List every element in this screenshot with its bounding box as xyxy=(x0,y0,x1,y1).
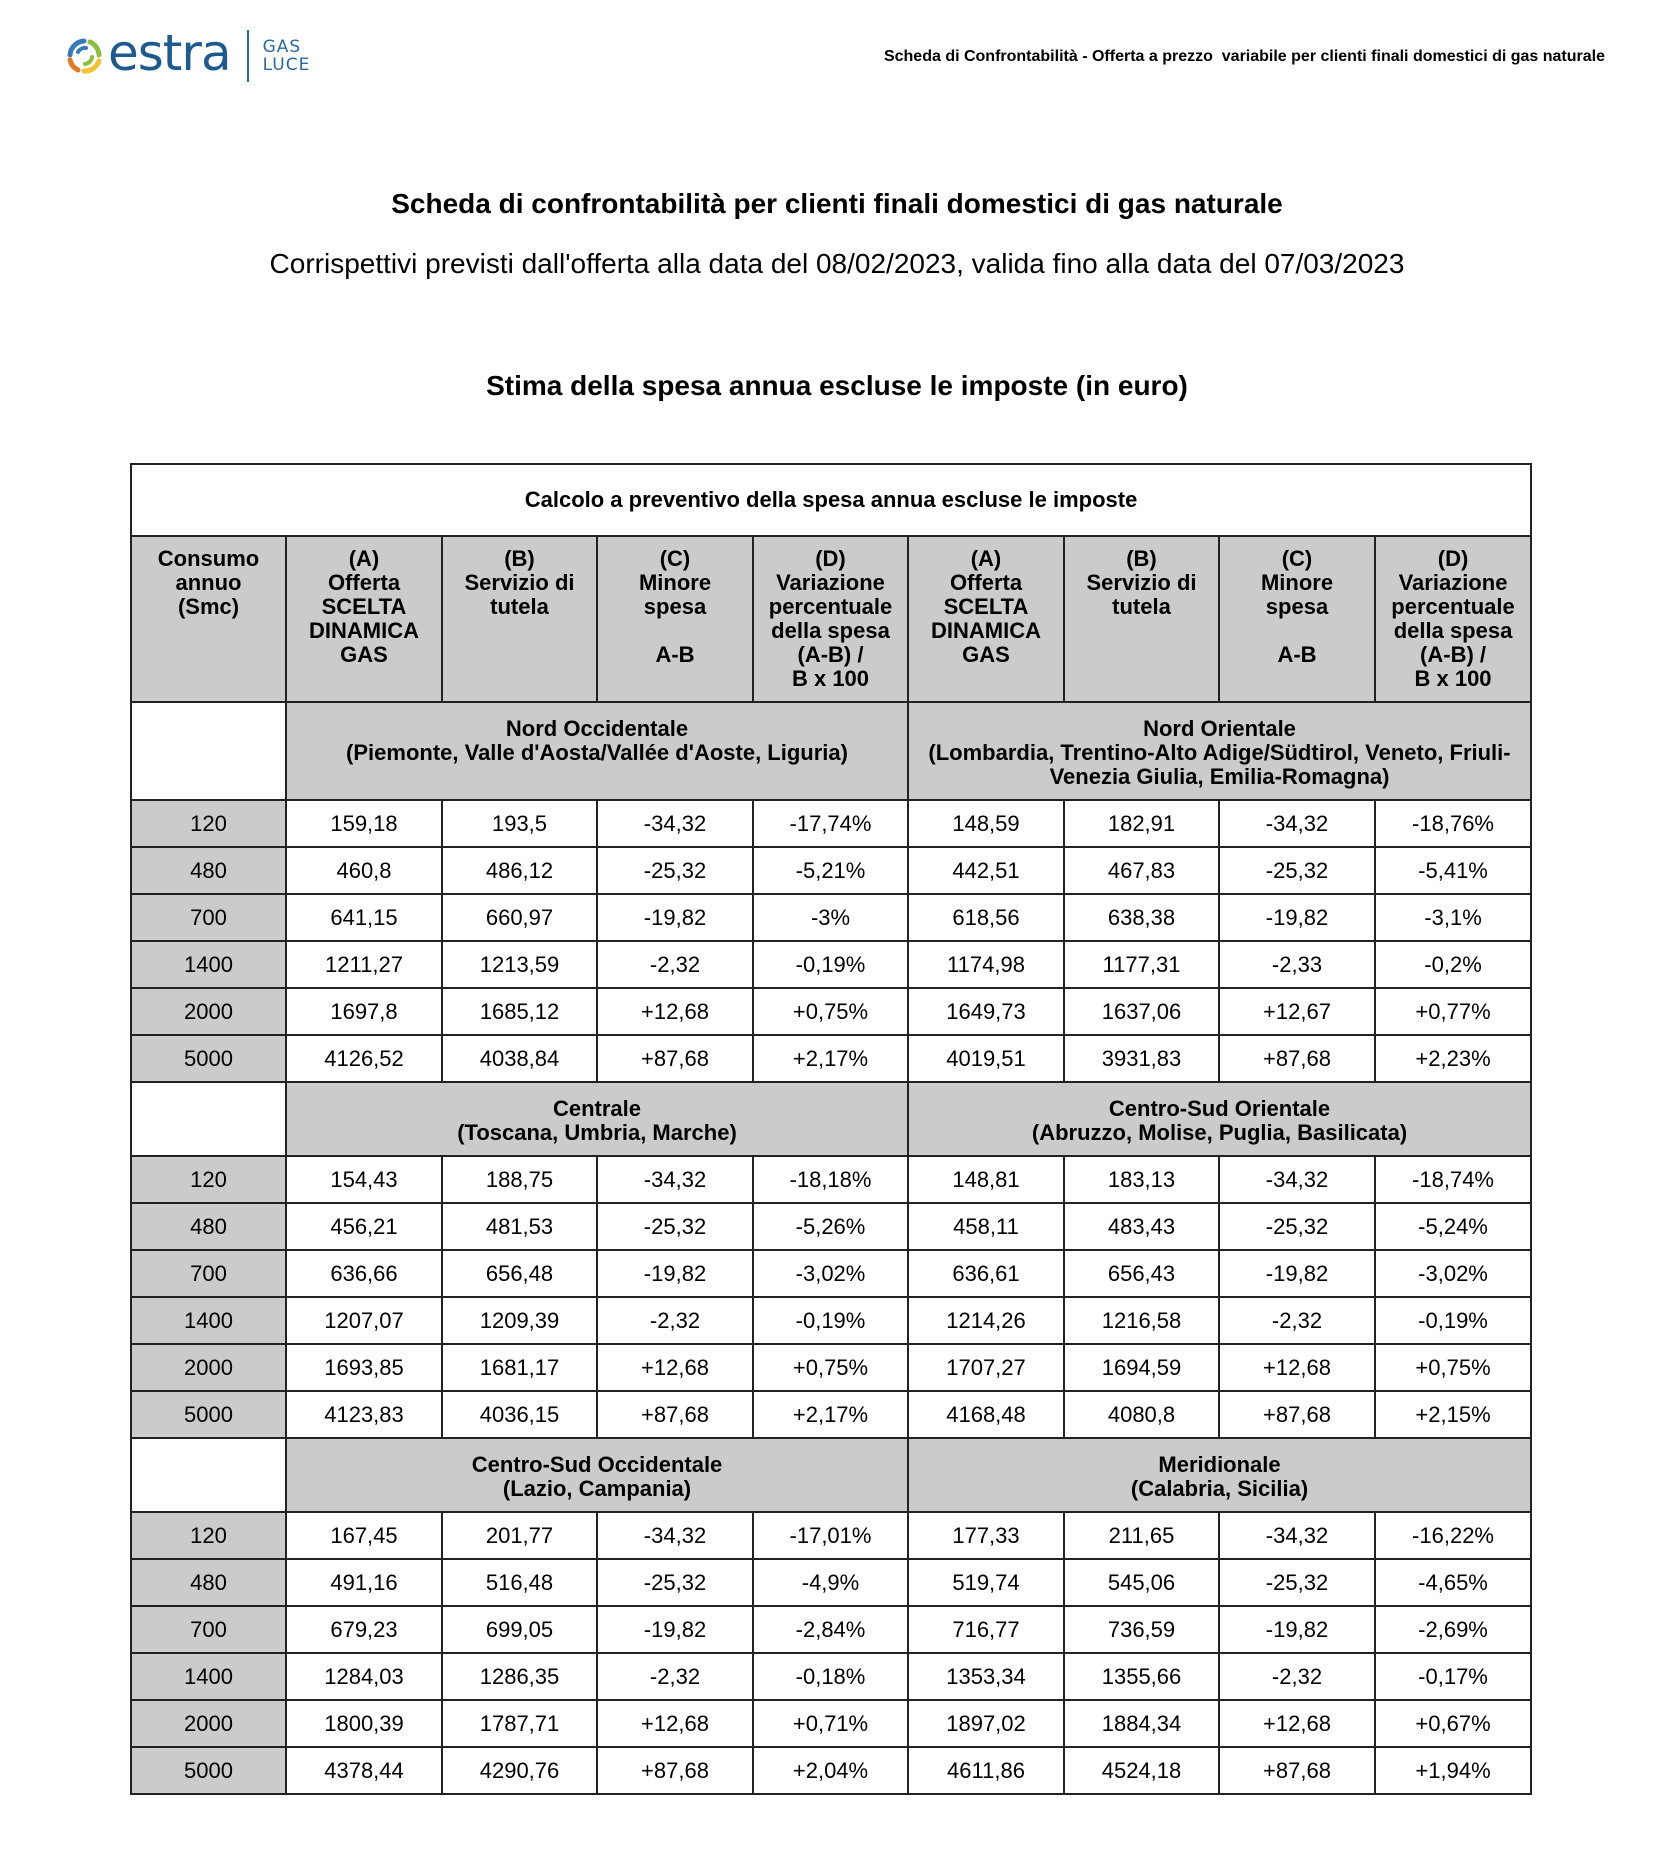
header-line: DINAMICA xyxy=(931,618,1041,643)
offerta-a-cell: 1697,8 xyxy=(286,988,442,1035)
header-line: (C) xyxy=(659,546,691,571)
minore-spesa-c-cell: -34,32 xyxy=(597,800,753,847)
consumo-cell: 700 xyxy=(131,1606,286,1653)
tutela-b-cell: 1286,35 xyxy=(442,1653,597,1700)
col-b-tutela xyxy=(1064,536,1219,702)
col-consumo xyxy=(131,536,286,702)
header-line xyxy=(1220,619,1374,643)
col-d-variazione xyxy=(1375,536,1531,702)
col-d-variazione xyxy=(753,536,908,702)
offerta-a-cell: 148,81 xyxy=(908,1156,1064,1203)
region-name: Nord Orientale xyxy=(1143,716,1296,741)
header-line: spesa xyxy=(643,594,707,619)
consumo-cell: 120 xyxy=(131,800,286,847)
consumo-cell: 480 xyxy=(131,1559,286,1606)
header-line: GAS xyxy=(340,642,388,667)
variazione-d-cell: +0,75% xyxy=(1375,1344,1531,1391)
consumo-cell: 120 xyxy=(131,1512,286,1559)
variazione-d-cell: -5,21% xyxy=(753,847,908,894)
header-line: SCELTA xyxy=(321,594,407,619)
minore-spesa-c-cell: -25,32 xyxy=(1219,847,1375,894)
variazione-d-cell: -4,65% xyxy=(1375,1559,1531,1606)
header-line: percentuale xyxy=(1391,594,1515,619)
minore-spesa-c-cell: +87,68 xyxy=(1219,1035,1375,1082)
region-name: Centro-Sud Orientale xyxy=(1108,1096,1331,1121)
minore-spesa-c-cell: -19,82 xyxy=(1219,1250,1375,1297)
offerta-a-cell: 1353,34 xyxy=(908,1653,1064,1700)
offerta-a-cell: 456,21 xyxy=(286,1203,442,1250)
variazione-d-cell: +0,71% xyxy=(753,1700,908,1747)
header-line: percentuale xyxy=(768,594,893,619)
offerta-a-cell: 519,74 xyxy=(908,1559,1064,1606)
offerta-a-cell: 4611,86 xyxy=(908,1747,1064,1794)
column-header-row xyxy=(131,536,1531,702)
header-line: (Smc) xyxy=(177,594,240,619)
document-header-title: Scheda di Confrontabilità - Offerta a prezzo variabile per clienti finali domestici di gas naturale xyxy=(883,48,1605,65)
offerta-a-cell: 618,56 xyxy=(908,894,1064,941)
header-line: (B) xyxy=(504,546,535,571)
minore-spesa-c-cell: +12,67 xyxy=(1219,988,1375,1035)
variazione-d-cell: +1,94% xyxy=(1375,1747,1531,1794)
tutela-b-cell: 1694,59 xyxy=(1064,1344,1219,1391)
region-header-row xyxy=(131,1438,1531,1512)
header-line: A-B xyxy=(1277,642,1317,667)
table-row xyxy=(131,1203,1531,1250)
minore-spesa-c-cell: -25,32 xyxy=(597,847,753,894)
header-line: (A-B) / xyxy=(1420,642,1487,667)
offerta-a-cell: 491,16 xyxy=(286,1559,442,1606)
offerta-a-cell: 1649,73 xyxy=(908,988,1064,1035)
variazione-d-cell: +0,75% xyxy=(753,988,908,1035)
minore-spesa-c-cell: -2,32 xyxy=(1219,1297,1375,1344)
minore-spesa-c-cell: -2,32 xyxy=(1219,1653,1375,1700)
offerta-a-cell: 167,45 xyxy=(286,1512,442,1559)
variazione-d-cell: +2,15% xyxy=(1375,1391,1531,1438)
minore-spesa-c-cell: -25,32 xyxy=(1219,1203,1375,1250)
comparison-table xyxy=(130,463,1532,1795)
offerta-a-cell: 4378,44 xyxy=(286,1747,442,1794)
section-title: Stima della spesa annua escluse le imposte (in euro) xyxy=(486,370,1188,401)
header-line: Offerta xyxy=(949,570,1023,595)
tutela-b-cell: 193,5 xyxy=(442,800,597,847)
col-c-minore-spesa xyxy=(1219,536,1375,702)
minore-spesa-c-cell: -19,82 xyxy=(597,894,753,941)
minore-spesa-c-cell: +12,68 xyxy=(597,988,753,1035)
tutela-b-cell: 481,53 xyxy=(442,1203,597,1250)
offerta-a-cell: 4019,51 xyxy=(908,1035,1064,1082)
minore-spesa-c-cell: -19,82 xyxy=(597,1606,753,1653)
region-name: Meridionale xyxy=(1158,1452,1281,1477)
minore-spesa-c-cell: +87,68 xyxy=(597,1035,753,1082)
tutela-b-cell: 182,91 xyxy=(1064,800,1219,847)
region-blank-cell xyxy=(131,1438,286,1512)
table-row xyxy=(131,1250,1531,1297)
table-row xyxy=(131,1653,1531,1700)
header-line: tutela xyxy=(490,594,549,619)
variazione-d-cell: +2,17% xyxy=(753,1035,908,1082)
tutela-b-cell: 736,59 xyxy=(1064,1606,1219,1653)
region-list: (Lombardia, Trentino-Alto Adige/Südtirol, Veneto, Friuli-Venezia Giulia, Emilia-Romagna) xyxy=(928,740,1511,789)
estra-logo xyxy=(64,24,311,84)
variazione-d-cell: +2,04% xyxy=(753,1747,908,1794)
table-row xyxy=(131,1606,1531,1653)
variazione-d-cell: +0,67% xyxy=(1375,1700,1531,1747)
region-blank-cell xyxy=(131,702,286,800)
header-line: della spesa xyxy=(771,618,890,643)
minore-spesa-c-cell: -34,32 xyxy=(1219,1512,1375,1559)
offerta-a-cell: 716,77 xyxy=(908,1606,1064,1653)
header-line: (C) xyxy=(1281,546,1313,571)
minore-spesa-c-cell: -19,82 xyxy=(1219,1606,1375,1653)
consumo-cell: 120 xyxy=(131,1156,286,1203)
variazione-d-cell: -0,18% xyxy=(753,1653,908,1700)
table-row xyxy=(131,1344,1531,1391)
offerta-a-cell: 1214,26 xyxy=(908,1297,1064,1344)
consumo-cell: 700 xyxy=(131,894,286,941)
consumo-cell: 1400 xyxy=(131,1297,286,1344)
minore-spesa-c-cell: +87,68 xyxy=(1219,1391,1375,1438)
offerta-a-cell: 4126,52 xyxy=(286,1035,442,1082)
variazione-d-cell: -18,76% xyxy=(1375,800,1531,847)
tutela-b-cell: 656,43 xyxy=(1064,1250,1219,1297)
variazione-d-cell: -0,17% xyxy=(1375,1653,1531,1700)
tutela-b-cell: 545,06 xyxy=(1064,1559,1219,1606)
offerta-a-cell: 1707,27 xyxy=(908,1344,1064,1391)
variazione-d-cell: -5,26% xyxy=(753,1203,908,1250)
minore-spesa-c-cell: +12,68 xyxy=(597,1344,753,1391)
logo-brand: estra xyxy=(108,24,231,82)
tutela-b-cell: 4038,84 xyxy=(442,1035,597,1082)
header-line: della spesa xyxy=(1393,618,1513,643)
minore-spesa-c-cell: -25,32 xyxy=(1219,1559,1375,1606)
region-name: Centrale xyxy=(552,1096,642,1121)
tutela-b-cell: 660,97 xyxy=(442,894,597,941)
minore-spesa-c-cell: -2,33 xyxy=(1219,941,1375,988)
minore-spesa-c-cell: -34,32 xyxy=(597,1512,753,1559)
region-list: (Toscana, Umbria, Marche) xyxy=(457,1120,737,1145)
consumo-cell: 2000 xyxy=(131,1700,286,1747)
tutela-b-cell: 188,75 xyxy=(442,1156,597,1203)
tutela-b-cell: 3931,83 xyxy=(1064,1035,1219,1082)
variazione-d-cell: -0,19% xyxy=(1375,1297,1531,1344)
variazione-d-cell: -16,22% xyxy=(1375,1512,1531,1559)
variazione-d-cell: -3% xyxy=(753,894,908,941)
offerta-a-cell: 1207,07 xyxy=(286,1297,442,1344)
region-list: (Abruzzo, Molise, Puglia, Basilicata) xyxy=(1031,1120,1408,1145)
region-list: (Lazio, Campania) xyxy=(502,1476,692,1501)
tutela-b-cell: 656,48 xyxy=(442,1250,597,1297)
region-header-row xyxy=(131,702,1531,800)
minore-spesa-c-cell: -34,32 xyxy=(1219,800,1375,847)
consumo-cell: 480 xyxy=(131,1203,286,1250)
offerta-a-cell: 148,59 xyxy=(908,800,1064,847)
offerta-a-cell: 458,11 xyxy=(908,1203,1064,1250)
col-c-minore-spesa xyxy=(597,536,753,702)
variazione-d-cell: -3,02% xyxy=(1375,1250,1531,1297)
consumo-cell: 5000 xyxy=(131,1391,286,1438)
offerta-a-cell: 1897,02 xyxy=(908,1700,1064,1747)
variazione-d-cell: +0,77% xyxy=(1375,988,1531,1035)
minore-spesa-c-cell: +12,68 xyxy=(597,1700,753,1747)
header-line: (B) xyxy=(1126,546,1157,571)
table-row xyxy=(131,941,1531,988)
header-line: (A-B) / xyxy=(797,642,864,667)
page-title: Scheda di confrontabilità per clienti finali domestici di gas naturale xyxy=(391,188,1283,219)
minore-spesa-c-cell: -25,32 xyxy=(597,1203,753,1250)
region-header-left xyxy=(286,1082,908,1156)
region-header-row xyxy=(131,1082,1531,1156)
offerta-a-cell: 442,51 xyxy=(908,847,1064,894)
table-row xyxy=(131,800,1531,847)
variazione-d-cell: -4,9% xyxy=(753,1559,908,1606)
region-header-right xyxy=(908,702,1531,800)
minore-spesa-c-cell: -2,32 xyxy=(597,1653,753,1700)
offerta-a-cell: 159,18 xyxy=(286,800,442,847)
logo-tagline xyxy=(263,38,311,74)
table-row xyxy=(131,1035,1531,1082)
variazione-d-cell: -18,74% xyxy=(1375,1156,1531,1203)
offerta-a-cell: 154,43 xyxy=(286,1156,442,1203)
header-line: (A) xyxy=(970,546,1002,571)
table-row xyxy=(131,1700,1531,1747)
table-body xyxy=(131,702,1531,1794)
tutela-b-cell: 1213,59 xyxy=(442,941,597,988)
col-a-offerta xyxy=(908,536,1064,702)
region-list: (Piemonte, Valle d'Aosta/Vallée d'Aoste, Liguria) xyxy=(346,740,848,765)
header-line: A-B xyxy=(655,642,695,667)
offerta-a-cell: 4123,83 xyxy=(286,1391,442,1438)
tutela-b-cell: 467,83 xyxy=(1064,847,1219,894)
region-header-left xyxy=(286,1438,908,1512)
header-line: DINAMICA xyxy=(309,618,419,643)
minore-spesa-c-cell: -2,32 xyxy=(597,1297,753,1344)
header-line xyxy=(598,619,752,643)
table-row xyxy=(131,988,1531,1035)
table-row xyxy=(131,1559,1531,1606)
minore-spesa-c-cell: +12,68 xyxy=(1219,1344,1375,1391)
variazione-d-cell: -5,24% xyxy=(1375,1203,1531,1250)
variazione-d-cell: -5,41% xyxy=(1375,847,1531,894)
variazione-d-cell: -0,19% xyxy=(753,1297,908,1344)
tutela-b-cell: 1209,39 xyxy=(442,1297,597,1344)
header-line: Variazione xyxy=(776,570,885,595)
tutela-b-cell: 699,05 xyxy=(442,1606,597,1653)
tutela-b-cell: 1637,06 xyxy=(1064,988,1219,1035)
consumo-cell: 1400 xyxy=(131,941,286,988)
header-line: GAS xyxy=(962,642,1010,667)
minore-spesa-c-cell: -19,82 xyxy=(1219,894,1375,941)
tutela-b-cell: 4290,76 xyxy=(442,1747,597,1794)
offerta-a-cell: 1211,27 xyxy=(286,941,442,988)
minore-spesa-c-cell: -19,82 xyxy=(597,1250,753,1297)
col-a-offerta xyxy=(286,536,442,702)
table-row xyxy=(131,894,1531,941)
minore-spesa-c-cell: +87,68 xyxy=(597,1747,753,1794)
tutela-b-cell: 1681,17 xyxy=(442,1344,597,1391)
consumo-cell: 2000 xyxy=(131,1344,286,1391)
header-line: Servizio di xyxy=(464,570,575,595)
offerta-a-cell: 460,8 xyxy=(286,847,442,894)
header-line: SCELTA xyxy=(943,594,1029,619)
tutela-b-cell: 486,12 xyxy=(442,847,597,894)
region-header-right xyxy=(908,1082,1531,1156)
variazione-d-cell: -17,74% xyxy=(753,800,908,847)
region-name: Nord Occidentale xyxy=(505,716,689,741)
variazione-d-cell: -2,84% xyxy=(753,1606,908,1653)
tutela-b-cell: 1177,31 xyxy=(1064,941,1219,988)
consumo-cell: 2000 xyxy=(131,988,286,1035)
offerta-a-cell: 679,23 xyxy=(286,1606,442,1653)
header-line: Consumo xyxy=(157,546,260,571)
header-line: Servizio di xyxy=(1086,570,1197,595)
offerta-a-cell: 636,66 xyxy=(286,1250,442,1297)
tutela-b-cell: 4036,15 xyxy=(442,1391,597,1438)
minore-spesa-c-cell: +87,68 xyxy=(597,1391,753,1438)
variazione-d-cell: -2,69% xyxy=(1375,1606,1531,1653)
tutela-b-cell: 201,77 xyxy=(442,1512,597,1559)
table-row xyxy=(131,1297,1531,1344)
tutela-b-cell: 1685,12 xyxy=(442,988,597,1035)
tutela-b-cell: 1216,58 xyxy=(1064,1297,1219,1344)
minore-spesa-c-cell: +87,68 xyxy=(1219,1747,1375,1794)
table-row xyxy=(131,1156,1531,1203)
header-line: (D) xyxy=(815,546,846,571)
tutela-b-cell: 1884,34 xyxy=(1064,1700,1219,1747)
tutela-b-cell: 211,65 xyxy=(1064,1512,1219,1559)
minore-spesa-c-cell: -2,32 xyxy=(597,941,753,988)
offerta-a-cell: 1800,39 xyxy=(286,1700,442,1747)
tutela-b-cell: 1355,66 xyxy=(1064,1653,1219,1700)
consumo-cell: 1400 xyxy=(131,1653,286,1700)
header-line: B x 100 xyxy=(1414,666,1492,691)
region-header-right xyxy=(908,1438,1531,1512)
header-line: (D) xyxy=(1437,546,1469,571)
minore-spesa-c-cell: -34,32 xyxy=(1219,1156,1375,1203)
header-line: annuo xyxy=(175,570,242,595)
offerta-a-cell: 4168,48 xyxy=(908,1391,1064,1438)
consumo-cell: 5000 xyxy=(131,1035,286,1082)
offerta-a-cell: 177,33 xyxy=(908,1512,1064,1559)
variazione-d-cell: +2,17% xyxy=(753,1391,908,1438)
minore-spesa-c-cell: +12,68 xyxy=(1219,1700,1375,1747)
table-row xyxy=(131,1747,1531,1794)
minore-spesa-c-cell: -34,32 xyxy=(597,1156,753,1203)
tutela-b-cell: 638,38 xyxy=(1064,894,1219,941)
variazione-d-cell: -0,2% xyxy=(1375,941,1531,988)
offerta-a-cell: 641,15 xyxy=(286,894,442,941)
offerta-a-cell: 1693,85 xyxy=(286,1344,442,1391)
table-row xyxy=(131,1391,1531,1438)
header-line: Minore xyxy=(638,570,712,595)
variazione-d-cell: -3,02% xyxy=(753,1250,908,1297)
table-row xyxy=(131,847,1531,894)
tutela-b-cell: 1787,71 xyxy=(442,1700,597,1747)
region-name: Centro-Sud Occidentale xyxy=(471,1452,723,1477)
col-b-tutela xyxy=(442,536,597,702)
tutela-b-cell: 4524,18 xyxy=(1064,1747,1219,1794)
variazione-d-cell: -0,19% xyxy=(753,941,908,988)
table-row xyxy=(131,1512,1531,1559)
logo-tag-gas: GAS xyxy=(262,37,302,57)
offerta-a-cell: 1284,03 xyxy=(286,1653,442,1700)
header-line: Variazione xyxy=(1398,570,1508,595)
logo-divider xyxy=(247,30,249,82)
region-list: (Calabria, Sicilia) xyxy=(1130,1476,1309,1501)
offerta-a-cell: 1174,98 xyxy=(908,941,1064,988)
logo-tag-luce: LUCE xyxy=(262,55,311,75)
header-line: tutela xyxy=(1112,594,1171,619)
table-caption: Calcolo a preventivo della spesa annua escluse le imposte xyxy=(131,464,1531,536)
variazione-d-cell: -3,1% xyxy=(1375,894,1531,941)
header-line: (A) xyxy=(348,546,380,571)
header-line: B x 100 xyxy=(791,666,870,691)
tutela-b-cell: 4080,8 xyxy=(1064,1391,1219,1438)
variazione-d-cell: +0,75% xyxy=(753,1344,908,1391)
header-line: Offerta xyxy=(327,570,401,595)
region-blank-cell xyxy=(131,1082,286,1156)
consumo-cell: 480 xyxy=(131,847,286,894)
tutela-b-cell: 183,13 xyxy=(1064,1156,1219,1203)
header-line: spesa xyxy=(1265,594,1329,619)
tutela-b-cell: 516,48 xyxy=(442,1559,597,1606)
variazione-d-cell: -17,01% xyxy=(753,1512,908,1559)
tutela-b-cell: 483,43 xyxy=(1064,1203,1219,1250)
estra-swirl-icon xyxy=(64,35,106,77)
validity-subtitle: Corrispettivi previsti dall'offerta alla data del 08/02/2023, valida fino alla data del 07/03/2023 xyxy=(269,248,1405,279)
consumo-cell: 5000 xyxy=(131,1747,286,1794)
consumo-cell: 700 xyxy=(131,1250,286,1297)
variazione-d-cell: +2,23% xyxy=(1375,1035,1531,1082)
header-line: Minore xyxy=(1260,570,1334,595)
offerta-a-cell: 636,61 xyxy=(908,1250,1064,1297)
variazione-d-cell: -18,18% xyxy=(753,1156,908,1203)
minore-spesa-c-cell: -25,32 xyxy=(597,1559,753,1606)
region-header-left xyxy=(286,702,908,800)
